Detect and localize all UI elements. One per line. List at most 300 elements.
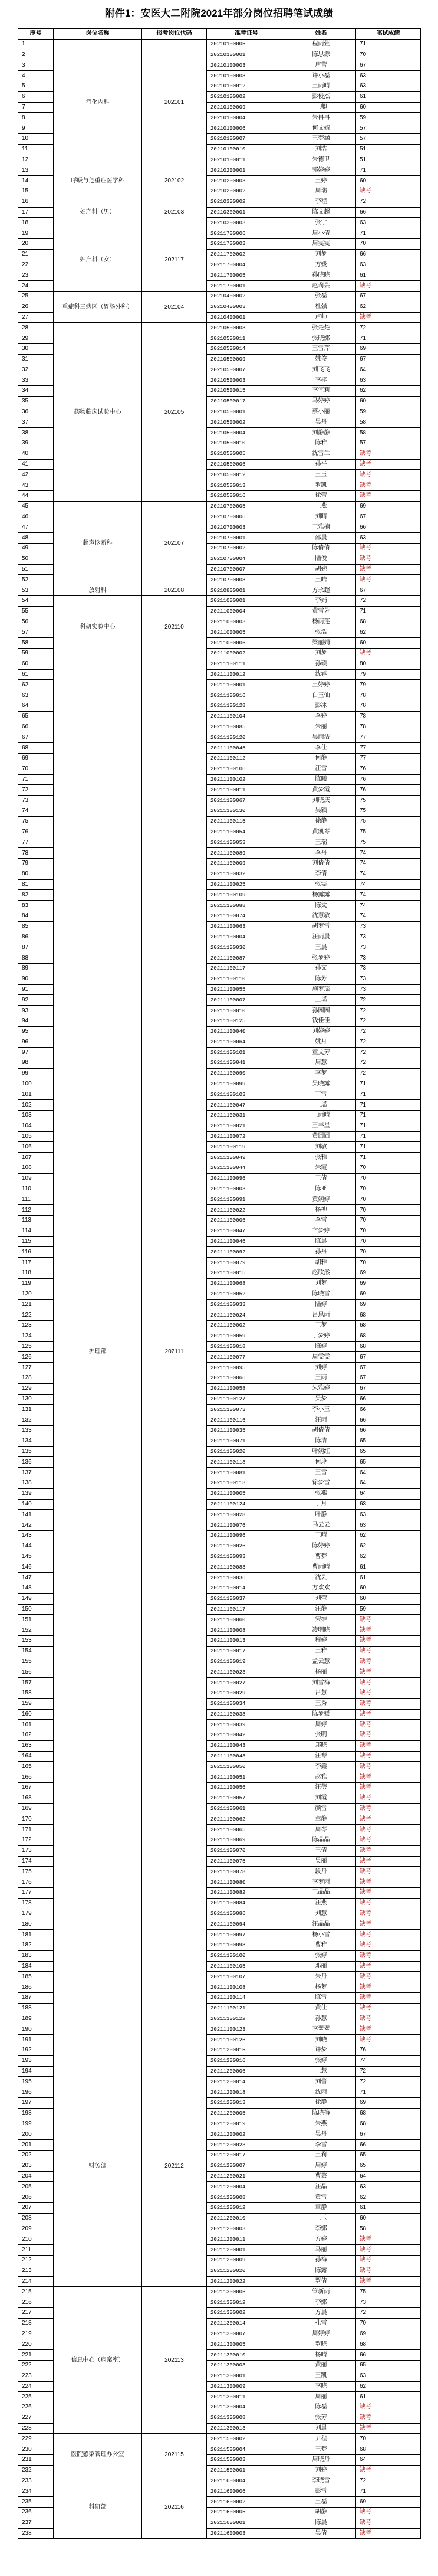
ticket-number: 20211200007 bbox=[207, 2161, 286, 2171]
row-number: 162 bbox=[18, 1730, 54, 1741]
candidate-name: 李梦 bbox=[286, 1068, 356, 1079]
row-number: 32 bbox=[18, 365, 54, 375]
row-number: 52 bbox=[18, 575, 54, 585]
ticket-number: 20211100109 bbox=[207, 890, 286, 901]
ticket-number: 20210500011 bbox=[207, 333, 286, 344]
written-score: 59 bbox=[356, 1604, 421, 1615]
row-number: 180 bbox=[18, 1919, 54, 1930]
written-score: 70 bbox=[356, 1173, 421, 1184]
written-score: 缺考 bbox=[356, 649, 421, 659]
row-number: 71 bbox=[18, 774, 54, 785]
candidate-name: 陈婷 bbox=[286, 1341, 356, 1352]
written-score: 67 bbox=[356, 512, 421, 522]
candidate-name: 李程 bbox=[286, 197, 356, 207]
written-score: 69 bbox=[356, 1300, 421, 1310]
row-number: 133 bbox=[18, 1425, 54, 1436]
row-number: 157 bbox=[18, 1678, 54, 1688]
candidate-name: 白玉仙 bbox=[286, 690, 356, 701]
row-number: 22 bbox=[18, 260, 54, 270]
row-number: 15 bbox=[18, 186, 54, 197]
row-number: 213 bbox=[18, 2266, 54, 2276]
row-number: 173 bbox=[18, 1845, 54, 1856]
candidate-name: 陈晓雪 bbox=[286, 1289, 356, 1300]
written-score: 缺考 bbox=[356, 544, 421, 554]
row-number: 77 bbox=[18, 837, 54, 848]
position-code-cell: 202113 bbox=[142, 2287, 207, 2434]
written-score: 缺考 bbox=[356, 1657, 421, 1667]
written-score: 75 bbox=[356, 2287, 421, 2297]
row-number: 6 bbox=[18, 91, 54, 102]
written-score: 60 bbox=[356, 102, 421, 113]
ticket-number: 20210500015 bbox=[207, 386, 286, 397]
row-number: 10 bbox=[18, 133, 54, 144]
candidate-name: 张磊 bbox=[286, 291, 356, 302]
row-number: 5 bbox=[18, 81, 54, 91]
written-score: 66 bbox=[356, 1394, 421, 1405]
written-score: 72 bbox=[356, 197, 421, 207]
written-score: 缺考 bbox=[356, 2402, 421, 2413]
candidate-name: 周雯雯 bbox=[286, 238, 356, 249]
candidate-name: 尹程 bbox=[286, 2434, 356, 2444]
candidate-name: 刘静静 bbox=[286, 428, 356, 438]
candidate-name: 刘婷 bbox=[286, 1363, 356, 1373]
candidate-name: 邓丽 bbox=[286, 1961, 356, 1972]
candidate-name: 曹雅 bbox=[286, 1940, 356, 1951]
row-number: 202 bbox=[18, 2150, 54, 2161]
candidate-name: 陈雅 bbox=[286, 438, 356, 449]
written-score: 67 bbox=[356, 1383, 421, 1394]
written-score: 缺考 bbox=[356, 1698, 421, 1709]
candidate-name: 刘婷婷 bbox=[286, 1026, 356, 1037]
ticket-number: 20211100080 bbox=[207, 1877, 286, 1888]
ticket-number: 20210500005 bbox=[207, 449, 286, 459]
written-score: 64 bbox=[356, 2455, 421, 2466]
written-score: 67 bbox=[356, 1352, 421, 1363]
written-score: 63 bbox=[356, 1520, 421, 1531]
row-number: 76 bbox=[18, 827, 54, 837]
ticket-number: 20211100040 bbox=[207, 1026, 286, 1037]
candidate-name: 吴雨洁 bbox=[286, 732, 356, 743]
row-number: 235 bbox=[18, 2497, 54, 2508]
ticket-number: 20211100041 bbox=[207, 1058, 286, 1069]
row-number: 203 bbox=[18, 2161, 54, 2171]
row-number: 181 bbox=[18, 1930, 54, 1940]
ticket-number: 20211200004 bbox=[207, 2182, 286, 2192]
candidate-name: 王瑶 bbox=[286, 1100, 356, 1111]
candidate-name: 汪晶晶 bbox=[286, 1919, 356, 1930]
ticket-number: 20211100062 bbox=[207, 1814, 286, 1825]
written-score: 74 bbox=[356, 879, 421, 890]
ticket-number: 20210500010 bbox=[207, 438, 286, 449]
row-number: 189 bbox=[18, 2014, 54, 2024]
ticket-number: 20211100045 bbox=[207, 743, 286, 754]
candidate-name: 黄雪芳 bbox=[286, 606, 356, 617]
written-score: 缺考 bbox=[356, 1993, 421, 2004]
row-number: 74 bbox=[18, 806, 54, 816]
candidate-name: 王梦 bbox=[286, 2444, 356, 2455]
candidate-name: 王玉 bbox=[286, 470, 356, 480]
ticket-number: 20211100004 bbox=[207, 932, 286, 942]
ticket-number: 20211100012 bbox=[207, 669, 286, 680]
written-score: 57 bbox=[356, 123, 421, 134]
candidate-name: 丁月 bbox=[286, 1499, 356, 1510]
row-number: 198 bbox=[18, 2108, 54, 2119]
written-score: 66 bbox=[356, 522, 421, 533]
candidate-name: 徐梦雪 bbox=[286, 1478, 356, 1488]
candidate-name: 王雪芹 bbox=[286, 343, 356, 354]
table-row bbox=[18, 39, 421, 50]
candidate-name: 王梦 bbox=[286, 1321, 356, 1331]
ticket-number: 20210500008 bbox=[207, 323, 286, 333]
row-number: 61 bbox=[18, 669, 54, 680]
ticket-number: 20211700002 bbox=[207, 249, 286, 260]
header-position-code: 报考岗位代码 bbox=[142, 29, 207, 40]
ticket-number: 20211100077 bbox=[207, 1352, 286, 1363]
row-number: 119 bbox=[18, 1278, 54, 1289]
row-number: 33 bbox=[18, 375, 54, 386]
candidate-name: 刘飞飞 bbox=[286, 365, 356, 375]
ticket-number: 20211100026 bbox=[207, 1541, 286, 1552]
written-score: 缺考 bbox=[356, 1814, 421, 1825]
written-score: 72 bbox=[356, 1068, 421, 1079]
candidate-name: 王凯 bbox=[286, 2371, 356, 2381]
ticket-number: 20210100009 bbox=[207, 102, 286, 113]
row-number: 226 bbox=[18, 2402, 54, 2413]
row-number: 177 bbox=[18, 1888, 54, 1899]
candidate-name: 王雅楠 bbox=[286, 522, 356, 533]
candidate-name: 汪雨晨 bbox=[286, 932, 356, 942]
written-score: 缺考 bbox=[356, 1972, 421, 1982]
table-row bbox=[18, 2287, 421, 2297]
written-score: 64 bbox=[356, 1468, 421, 1478]
written-score: 61 bbox=[356, 2202, 421, 2213]
candidate-name: 吴颖 bbox=[286, 806, 356, 816]
row-number: 231 bbox=[18, 2455, 54, 2466]
written-score: 58 bbox=[356, 428, 421, 438]
ticket-number: 20211100016 bbox=[207, 690, 286, 701]
row-number: 224 bbox=[18, 2381, 54, 2392]
ticket-number: 20211600006 bbox=[207, 2486, 286, 2497]
candidate-name: 沈芸 bbox=[286, 1573, 356, 1583]
ticket-number: 20211100076 bbox=[207, 1520, 286, 1531]
written-score: 缺考 bbox=[356, 1940, 421, 1951]
row-number: 19 bbox=[18, 228, 54, 239]
row-number: 138 bbox=[18, 1478, 54, 1488]
ticket-number: 20211100111 bbox=[207, 659, 286, 669]
written-score: 61 bbox=[356, 1573, 421, 1583]
row-number: 38 bbox=[18, 428, 54, 438]
written-score: 70 bbox=[356, 2318, 421, 2329]
candidate-name: 张燕 bbox=[286, 1488, 356, 1499]
table-row bbox=[18, 659, 421, 669]
ticket-number: 20211100067 bbox=[207, 796, 286, 806]
candidate-name: 杨梦 bbox=[286, 1982, 356, 1993]
ticket-number: 20211000003 bbox=[207, 617, 286, 627]
ticket-number: 20211100092 bbox=[207, 1247, 286, 1258]
written-score: 缺考 bbox=[356, 186, 421, 197]
row-number: 94 bbox=[18, 1016, 54, 1026]
ticket-number: 20211100028 bbox=[207, 1510, 286, 1520]
written-score: 60 bbox=[356, 1593, 421, 1604]
row-number: 127 bbox=[18, 1363, 54, 1373]
header-no: 序号 bbox=[18, 29, 54, 40]
ticket-number: 20211100036 bbox=[207, 1573, 286, 1583]
row-number: 168 bbox=[18, 1793, 54, 1803]
ticket-number: 20211100126 bbox=[207, 2035, 286, 2045]
row-number: 194 bbox=[18, 2066, 54, 2077]
row-number: 144 bbox=[18, 1541, 54, 1552]
ticket-number: 20211100057 bbox=[207, 1793, 286, 1803]
ticket-number: 20211200018 bbox=[207, 2087, 286, 2098]
written-score: 缺考 bbox=[356, 1667, 421, 1678]
candidate-name: 叶静 bbox=[286, 1510, 356, 1520]
position-name-cell: 科研实验中心 bbox=[54, 596, 142, 659]
candidate-name: 颜雪 bbox=[286, 1803, 356, 1814]
position-name-cell: 药物临床试验中心 bbox=[54, 323, 142, 502]
row-number: 69 bbox=[18, 753, 54, 764]
candidate-name: 李雪 bbox=[286, 2140, 356, 2151]
ticket-number: 20210100004 bbox=[207, 113, 286, 123]
candidate-name: 章静 bbox=[286, 1814, 356, 1825]
ticket-number: 20211100114 bbox=[207, 1993, 286, 2004]
written-score: 69 bbox=[356, 2497, 421, 2508]
written-score: 65 bbox=[356, 2161, 421, 2171]
row-number: 219 bbox=[18, 2329, 54, 2339]
row-number: 200 bbox=[18, 2129, 54, 2140]
row-number: 72 bbox=[18, 785, 54, 796]
candidate-name: 胡倩倩 bbox=[286, 1425, 356, 1436]
row-number: 40 bbox=[18, 449, 54, 459]
candidate-name: 赵欣然 bbox=[286, 1268, 356, 1279]
row-number: 68 bbox=[18, 743, 54, 754]
written-score: 63 bbox=[356, 1510, 421, 1520]
row-number: 7 bbox=[18, 102, 54, 113]
written-score: 69 bbox=[356, 2329, 421, 2339]
candidate-name: 王雨晴 bbox=[286, 1111, 356, 1121]
written-score: 70 bbox=[356, 1184, 421, 1194]
ticket-number: 20211000001 bbox=[207, 596, 286, 607]
written-score: 77 bbox=[356, 732, 421, 743]
candidate-name: 吴丽 bbox=[286, 1856, 356, 1867]
candidate-name: 蔡小丽 bbox=[286, 407, 356, 417]
candidate-name: 王梦涵 bbox=[286, 133, 356, 144]
position-code-cell: 202116 bbox=[142, 2476, 207, 2539]
ticket-number: 20211300012 bbox=[207, 2297, 286, 2308]
candidate-name: 吴晓露 bbox=[286, 1079, 356, 1089]
candidate-name: 黄梦霞 bbox=[286, 785, 356, 796]
candidate-name: 汪静 bbox=[286, 1604, 356, 1615]
row-number: 56 bbox=[18, 617, 54, 627]
candidate-name: 王卿 bbox=[286, 102, 356, 113]
ticket-number: 20211300003 bbox=[207, 2360, 286, 2371]
ticket-number: 20211300013 bbox=[207, 2423, 286, 2434]
row-number: 39 bbox=[18, 438, 54, 449]
written-score: 62 bbox=[356, 1530, 421, 1541]
written-score: 79 bbox=[356, 669, 421, 680]
candidate-name: 孙丹 bbox=[286, 1247, 356, 1258]
ticket-number: 20211100071 bbox=[207, 1436, 286, 1446]
written-score: 72 bbox=[356, 323, 421, 333]
table-row bbox=[18, 2434, 421, 2444]
candidate-name: 段丹 bbox=[286, 1867, 356, 1877]
candidate-name: 叶婉红 bbox=[286, 1446, 356, 1457]
ticket-number: 20211100096 bbox=[207, 1530, 286, 1541]
ticket-number: 20211100009 bbox=[207, 858, 286, 869]
ticket-number: 20211100015 bbox=[207, 1268, 286, 1279]
position-code-cell: 202103 bbox=[142, 197, 207, 228]
written-score: 缺考 bbox=[356, 1961, 421, 1972]
ticket-number: 20210700001 bbox=[207, 533, 286, 544]
row-number: 175 bbox=[18, 1867, 54, 1877]
row-number: 30 bbox=[18, 343, 54, 354]
written-score: 缺考 bbox=[356, 1898, 421, 1909]
written-score: 缺考 bbox=[356, 1783, 421, 1793]
written-score: 缺考 bbox=[356, 1877, 421, 1888]
written-score: 74 bbox=[356, 911, 421, 921]
candidate-name: 胡梦雪 bbox=[286, 921, 356, 932]
ticket-number: 20211300010 bbox=[207, 2350, 286, 2361]
written-score: 缺考 bbox=[356, 1688, 421, 1698]
ticket-number: 20211100127 bbox=[207, 1394, 286, 1405]
written-score: 72 bbox=[356, 1048, 421, 1058]
row-number: 36 bbox=[18, 407, 54, 417]
ticket-number: 20211100018 bbox=[207, 1341, 286, 1352]
written-score: 65 bbox=[356, 2360, 421, 2371]
row-number: 214 bbox=[18, 2276, 54, 2287]
written-score: 缺考 bbox=[356, 1678, 421, 1688]
row-number: 171 bbox=[18, 1825, 54, 1835]
row-number: 164 bbox=[18, 1751, 54, 1762]
written-score: 72 bbox=[356, 596, 421, 607]
ticket-number: 20211100069 bbox=[207, 1835, 286, 1846]
ticket-number: 20211100049 bbox=[207, 1153, 286, 1163]
position-name-cell: 护理部 bbox=[54, 659, 142, 2045]
candidate-name: 孟云慧 bbox=[286, 1657, 356, 1667]
ticket-number: 20211200014 bbox=[207, 2077, 286, 2087]
written-score: 缺考 bbox=[356, 1730, 421, 1741]
ticket-number: 20211100119 bbox=[207, 1142, 286, 1153]
candidate-name: 陈晓梅 bbox=[286, 2108, 356, 2119]
written-score: 68 bbox=[356, 1341, 421, 1352]
position-name-cell: 重症科三病区（胃肠外科） bbox=[54, 291, 142, 322]
candidate-name: 陈亚 bbox=[286, 1184, 356, 1194]
candidate-name: 王慧 bbox=[286, 2066, 356, 2077]
ticket-number: 20211100034 bbox=[207, 1698, 286, 1709]
row-number: 170 bbox=[18, 1814, 54, 1825]
ticket-number: 20211100095 bbox=[207, 1363, 286, 1373]
row-number: 92 bbox=[18, 995, 54, 1006]
ticket-number: 20211200023 bbox=[207, 2140, 286, 2151]
ticket-number: 20211100052 bbox=[207, 1289, 286, 1300]
row-number: 190 bbox=[18, 2024, 54, 2035]
ticket-number: 20211100079 bbox=[207, 1258, 286, 1268]
written-score: 62 bbox=[356, 1541, 421, 1552]
written-score: 72 bbox=[356, 2077, 421, 2087]
written-score: 66 bbox=[356, 2140, 421, 2151]
row-number: 147 bbox=[18, 1573, 54, 1583]
candidate-name: 王皓 bbox=[286, 575, 356, 585]
ticket-number: 20211100128 bbox=[207, 701, 286, 712]
ticket-number: 20210800001 bbox=[207, 585, 286, 596]
written-score: 66 bbox=[356, 207, 421, 218]
candidate-name: 刘慧 bbox=[286, 1909, 356, 1919]
ticket-number: 20210500014 bbox=[207, 343, 286, 354]
candidate-name: 黄凯琴 bbox=[286, 827, 356, 837]
ticket-number: 20211100027 bbox=[207, 1678, 286, 1688]
ticket-number: 20211100002 bbox=[207, 1321, 286, 1331]
row-number: 237 bbox=[18, 2518, 54, 2528]
position-code-cell: 202108 bbox=[142, 585, 207, 596]
ticket-number: 20211100117 bbox=[207, 963, 286, 974]
row-number: 105 bbox=[18, 1131, 54, 1142]
written-score: 缺考 bbox=[356, 2528, 421, 2539]
ticket-number: 20210400001 bbox=[207, 312, 286, 323]
table-row bbox=[18, 323, 421, 333]
candidate-name: 周丽 bbox=[286, 2392, 356, 2402]
ticket-number: 20211100090 bbox=[207, 1068, 286, 1079]
row-number: 37 bbox=[18, 417, 54, 428]
candidate-name: 黄圆圆 bbox=[286, 1131, 356, 1142]
written-score: 71 bbox=[356, 2486, 421, 2497]
row-number: 193 bbox=[18, 2055, 54, 2066]
ticket-number: 20211100081 bbox=[207, 1468, 286, 1478]
written-score: 67 bbox=[356, 585, 421, 596]
written-score: 72 bbox=[356, 1016, 421, 1026]
ticket-number: 20210300003 bbox=[207, 218, 286, 228]
row-number: 100 bbox=[18, 1079, 54, 1089]
written-score: 74 bbox=[356, 848, 421, 859]
candidate-name: 周婷 bbox=[286, 2161, 356, 2171]
written-score: 64 bbox=[356, 1478, 421, 1488]
written-score: 78 bbox=[356, 690, 421, 701]
ticket-number: 20211100123 bbox=[207, 2024, 286, 2035]
ticket-number: 20211200010 bbox=[207, 2213, 286, 2224]
ticket-number: 20211100059 bbox=[207, 1331, 286, 1341]
ticket-number: 20211200019 bbox=[207, 2119, 286, 2129]
ticket-number: 20211100096 bbox=[207, 1173, 286, 1184]
row-number: 14 bbox=[18, 176, 54, 186]
row-number: 211 bbox=[18, 2245, 54, 2256]
candidate-name: 周瑞 bbox=[286, 186, 356, 197]
row-number: 78 bbox=[18, 848, 54, 859]
ticket-number: 20211100100 bbox=[207, 1950, 286, 1961]
row-number: 178 bbox=[18, 1898, 54, 1909]
written-score: 72 bbox=[356, 1037, 421, 1048]
written-score: 68 bbox=[356, 2339, 421, 2350]
candidate-name: 赵雅 bbox=[286, 1772, 356, 1783]
ticket-number: 20211100050 bbox=[207, 1762, 286, 1772]
position-code-cell: 202104 bbox=[142, 291, 207, 322]
row-number: 140 bbox=[18, 1499, 54, 1510]
candidate-name: 刘晴 bbox=[286, 512, 356, 522]
candidate-name: 胡雅 bbox=[286, 1258, 356, 1268]
candidate-name: 朱冉冉 bbox=[286, 113, 356, 123]
written-score: 71 bbox=[356, 1111, 421, 1121]
written-score: 70 bbox=[356, 238, 421, 249]
ticket-number: 20211100124 bbox=[207, 1499, 286, 1510]
ticket-number: 20211100082 bbox=[207, 1888, 286, 1899]
row-number: 184 bbox=[18, 1961, 54, 1972]
written-score: 71 bbox=[356, 606, 421, 617]
ticket-number: 20211100104 bbox=[207, 711, 286, 722]
written-score: 74 bbox=[356, 890, 421, 901]
written-score: 72 bbox=[356, 2476, 421, 2486]
candidate-name: 李倩 bbox=[286, 869, 356, 879]
written-score: 75 bbox=[356, 796, 421, 806]
written-score: 72 bbox=[356, 995, 421, 1006]
ticket-number: 20210500003 bbox=[207, 375, 286, 386]
ticket-number: 20210300001 bbox=[207, 207, 286, 218]
